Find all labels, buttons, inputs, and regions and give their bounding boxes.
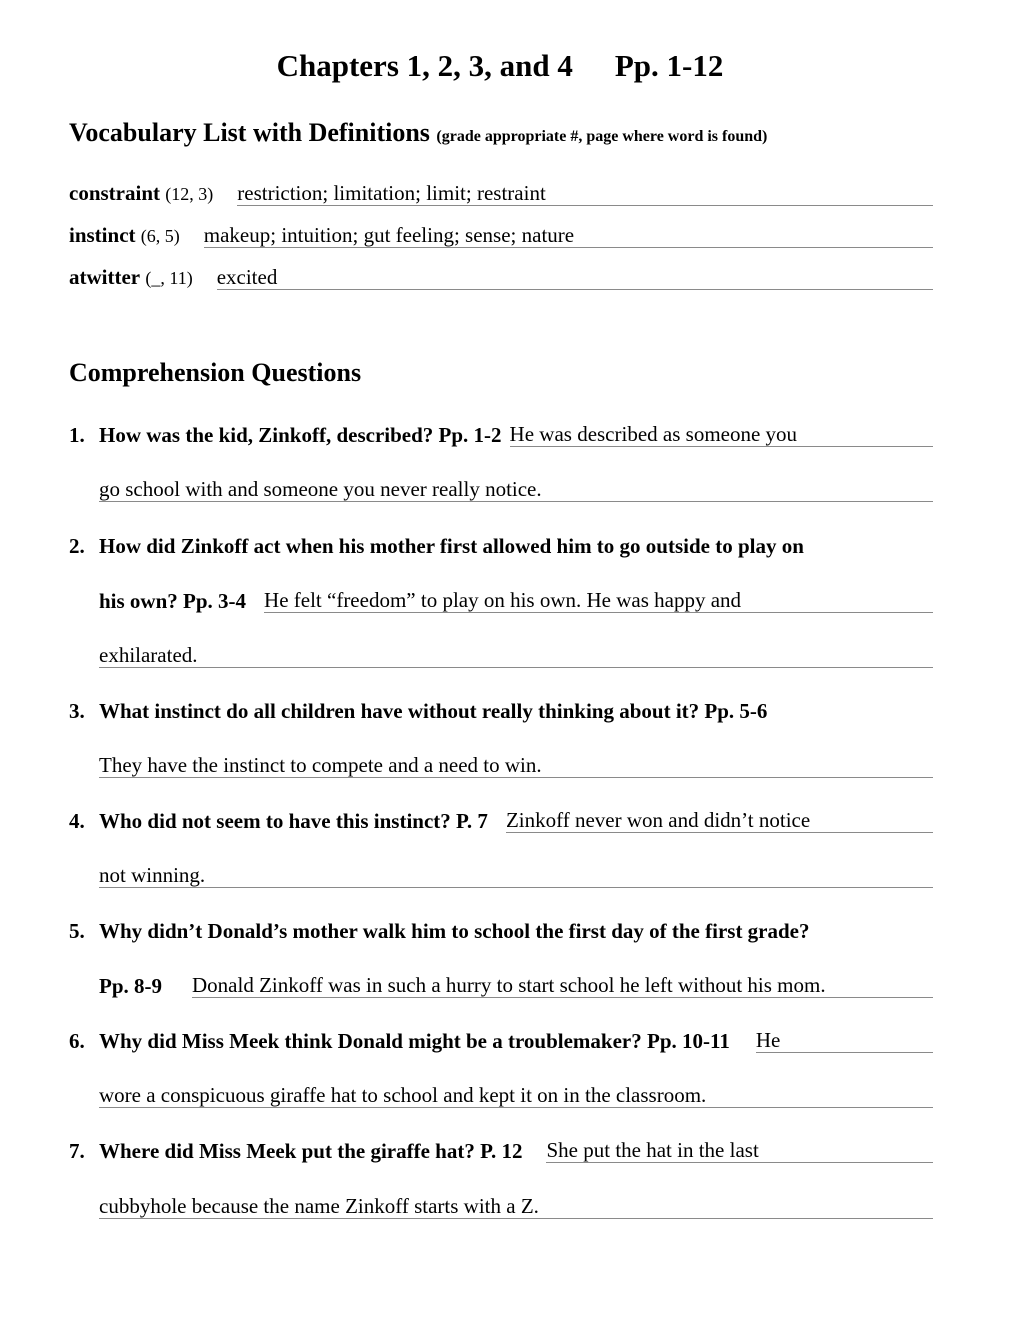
question-number: 3. [69,699,85,723]
vocabulary-subheading: (grade appropriate #, page where word is found) [436,128,768,145]
question-1 [69,417,933,447]
vocab-definition: restriction; limitation; limit; restraint [237,181,933,206]
question-5-cont [99,968,933,998]
vocab-definition: makeup; intuition; gut feeling; sense; nature [204,223,933,248]
vocab-definition: excited [217,265,933,290]
question-3-answer [99,748,933,778]
vocab-ref: (_, 11) [145,268,193,288]
vocab-ref: (6, 5) [140,226,180,246]
question-text: Where did Miss Meek put the giraffe hat? P. 12 [99,1139,523,1163]
question-3 [69,693,933,723]
question-5 [69,913,933,943]
answer-line: He was described as someone you [510,422,933,447]
question-4-answer-cont [99,858,933,888]
question-number: 1. [69,423,85,447]
answer-line: wore a conspicuous giraffe hat to school and kept it on in the classroom. [99,1083,933,1108]
question-2 [69,528,933,558]
question-4 [69,803,933,833]
question-2-answer-cont [99,638,933,668]
question-text: Pp. 8-9 [99,974,162,998]
question-number: 5. [69,919,85,943]
answer-line: He [756,1028,933,1053]
question-text: his own? Pp. 3-4 [99,589,247,613]
question-2-cont [99,583,933,613]
vocab-item-atwitter [69,260,933,290]
title-pages: Pp. 1-12 [614,48,724,83]
question-1-answer-cont [99,472,933,502]
vocab-word: instinct [69,223,136,247]
answer-line: Zinkoff never won and didn’t notice [506,808,933,833]
question-6 [69,1023,933,1053]
question-number: 2. [69,534,85,558]
answer-line: Donald Zinkoff was in such a hurry to start school he left without his mom. [192,973,933,998]
question-text: What instinct do all children have without really thinking about it? Pp. 5-6 [99,699,768,723]
question-text: Why didn’t Donald’s mother walk him to school the first day of the first grade? [99,919,810,943]
answer-line: cubbyhole because the name Zinkoff starts with a Z. [99,1194,933,1219]
answer-line: go school with and someone you never really notice. [99,477,933,502]
vocabulary-heading [69,118,767,148]
question-7 [69,1133,933,1163]
vocab-item-constraint [69,176,933,206]
answer-line: She put the hat in the last [546,1138,933,1163]
title-chapters: Chapters 1, 2, 3, and 4 [276,48,573,83]
vocab-item-instinct [69,218,933,248]
vocab-ref: (12, 3) [165,184,214,204]
question-text: Who did not seem to have this instinct? P. 7 [99,809,488,833]
vocab-word: atwitter [69,265,141,289]
answer-line: They have the instinct to compete and a need to win. [99,753,933,778]
question-text: How was the kid, Zinkoff, described? Pp. 1-2 [99,423,502,447]
question-6-answer-cont [99,1078,933,1108]
question-number: 7. [69,1139,85,1163]
vocab-word: constraint [69,181,160,205]
comprehension-heading: Comprehension Questions [69,358,362,387]
vocabulary-heading-text: Vocabulary List with Definitions [69,118,430,147]
question-text: Why did Miss Meek think Donald might be a troublemaker? Pp. 10-11 [99,1029,730,1053]
question-number: 6. [69,1029,85,1053]
question-text: How did Zinkoff act when his mother first allowed him to go outside to play on [99,534,804,558]
page-title [0,48,1000,84]
answer-line: exhilarated. [99,643,933,668]
question-number: 4. [69,809,85,833]
answer-line: He felt “freedom” to play on his own. He was happy and [264,588,933,613]
question-7-answer-cont [99,1189,933,1219]
answer-line: not winning. [99,863,933,888]
